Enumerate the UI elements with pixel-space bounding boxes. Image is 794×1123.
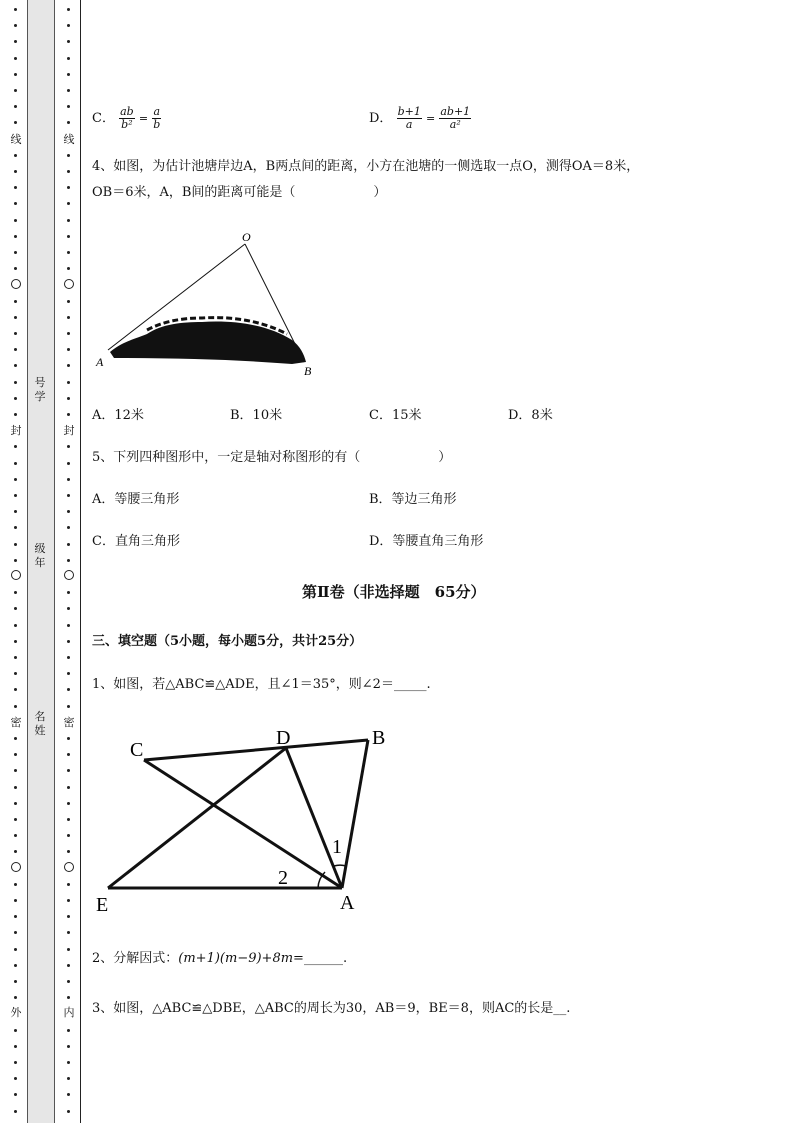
binding-dot	[67, 802, 70, 805]
binding-dot	[14, 413, 17, 416]
binding-dot	[14, 607, 17, 610]
binding-dot	[14, 526, 17, 529]
seal-char-mi-right: 密	[63, 716, 75, 729]
binding-dot	[14, 1045, 17, 1048]
binding-dot	[14, 397, 17, 400]
label-b: B	[304, 364, 312, 378]
seal-char-feng-left: 封	[10, 424, 22, 437]
binding-dot	[67, 202, 70, 205]
binding-dot	[67, 154, 70, 157]
binding-dot	[14, 364, 17, 367]
binding-dot	[67, 980, 70, 983]
binding-dot	[14, 964, 17, 967]
q4-option-b: B．10米	[230, 408, 283, 423]
binding-dot	[67, 1029, 70, 1032]
binding-dot	[14, 948, 17, 951]
binding-dot	[14, 348, 17, 351]
q5-option-d: D．等腰直角三角形	[369, 534, 484, 549]
label-c: C	[130, 739, 144, 761]
binding-dot	[14, 818, 17, 821]
binding-dot	[67, 235, 70, 238]
fill1-stem: 1、如图，若△ABC≌△ADE，且∠1＝35°，则∠2＝_____.	[92, 677, 431, 692]
binding-dot	[67, 267, 70, 270]
binding-dot	[14, 559, 17, 562]
segment-cb	[144, 740, 368, 760]
binding-dot	[67, 850, 70, 853]
binding-dot	[14, 89, 17, 92]
binding-dot	[67, 445, 70, 448]
binding-dot	[67, 559, 70, 562]
seal-circle	[64, 862, 74, 872]
binding-dot	[67, 818, 70, 821]
binding-dot	[67, 332, 70, 335]
binding-dot	[67, 413, 70, 416]
binding-dot	[14, 996, 17, 999]
binding-dot	[67, 1077, 70, 1080]
margin-border-line	[80, 0, 81, 1123]
binding-dot	[14, 1077, 17, 1080]
binding-dot	[14, 543, 17, 546]
option-letter: D．	[369, 111, 393, 126]
binding-dot	[67, 510, 70, 513]
binding-dot	[14, 980, 17, 983]
binding-dot	[67, 769, 70, 772]
binding-dot	[14, 381, 17, 384]
binding-dot	[67, 121, 70, 124]
segment-ca	[144, 760, 342, 888]
binding-dot	[14, 1093, 17, 1096]
dotted-line-left	[10, 0, 22, 1123]
binding-dot	[14, 121, 17, 124]
q4-stem-line2: OB＝6米，A，B间的距离可能是（ ）	[92, 185, 387, 200]
binding-dot	[14, 737, 17, 740]
binding-dot	[67, 834, 70, 837]
binding-dot	[67, 883, 70, 886]
binding-dot	[14, 267, 17, 270]
fraction: $\frac{ab}{\text{b²}}$	[120, 105, 134, 131]
binding-dot	[67, 591, 70, 594]
part2-title: 第Ⅱ卷（非选择题 65分）	[302, 583, 486, 601]
binding-dot	[67, 996, 70, 999]
binding-dot	[14, 73, 17, 76]
segment-ed	[108, 748, 286, 888]
seal-char-mi-left: 密	[10, 716, 22, 729]
binding-dot	[67, 186, 70, 189]
binding-dot	[14, 899, 17, 902]
binding-dot	[14, 656, 17, 659]
binding-dot	[67, 57, 70, 60]
binding-dot	[14, 624, 17, 627]
binding-dot	[67, 786, 70, 789]
binding-dot	[14, 40, 17, 43]
binding-dot	[67, 1045, 70, 1048]
binding-dot	[67, 672, 70, 675]
binding-dot	[67, 397, 70, 400]
seal-circle	[64, 570, 74, 580]
fraction: $\frac{ab+1}{\text{a²}}$	[440, 105, 471, 131]
label-angle-2: 2	[278, 867, 288, 889]
binding-dot	[14, 105, 17, 108]
q4-option-c: C．15米	[369, 408, 422, 423]
binding-dot	[67, 931, 70, 934]
binding-dot	[67, 251, 70, 254]
binding-dot	[14, 883, 17, 886]
fraction: $\frac{b+1}{a}$	[397, 105, 421, 131]
binding-dot	[14, 510, 17, 513]
q5-option-b: B．等边三角形	[369, 492, 457, 507]
label-angle-1: 1	[332, 836, 342, 858]
binding-dot	[14, 688, 17, 691]
binding-dot	[14, 478, 17, 481]
binding-dot	[67, 494, 70, 497]
binding-dot	[14, 8, 17, 11]
binding-dot	[14, 802, 17, 805]
label-b: B	[372, 727, 386, 749]
section3-title: 三、填空题（5小题，每小题5分，共计25分）	[92, 634, 363, 649]
binding-dot	[14, 850, 17, 853]
q4-option-a: A．12米	[92, 408, 144, 423]
angle-arc-1	[334, 865, 346, 866]
q4-stem-line1: 4、如图，为估计池塘岸边A，B两点间的距离，小方在池塘的一侧选取一点O，测得OA＝8米，	[92, 159, 640, 174]
binding-dot	[14, 753, 17, 756]
binding-dot	[14, 445, 17, 448]
binding-dot	[67, 543, 70, 546]
fill3-stem: 3、如图，△ABC≌△DBE，△ABC的周长为30，AB＝9，BE＝8，则AC的长是__.	[92, 1001, 571, 1016]
binding-dot	[14, 316, 17, 319]
binding-dot	[67, 688, 70, 691]
binding-dot	[67, 624, 70, 627]
field-student-number: 号学	[34, 376, 46, 403]
binding-dot	[67, 348, 70, 351]
binding-dot	[67, 607, 70, 610]
binding-dot	[67, 8, 70, 11]
binding-dot	[14, 834, 17, 837]
q5-stem: 5、下列四种图形中，一定是轴对称图形的有（ ）	[92, 450, 452, 465]
binding-dot	[14, 1110, 17, 1113]
q4-option-d: D．8米	[508, 408, 553, 423]
binding-dot	[14, 186, 17, 189]
seal-circle	[64, 279, 74, 289]
pond-figure	[92, 226, 332, 382]
binding-dot	[67, 964, 70, 967]
binding-dot	[14, 640, 17, 643]
binding-dot	[14, 24, 17, 27]
binding-dot	[67, 73, 70, 76]
q3-option-d: D． $\frac{b+1}{a}$ = $\frac{ab+1}{\text{a²}}$	[369, 105, 471, 131]
field-grade: 级年	[34, 542, 46, 569]
segment-da	[286, 748, 342, 888]
binding-dot	[67, 526, 70, 529]
binding-dot	[67, 656, 70, 659]
binding-dot	[67, 948, 70, 951]
binding-dot	[67, 364, 70, 367]
q5-option-c: C．直角三角形	[92, 534, 180, 549]
binding-dot	[14, 786, 17, 789]
binding-dot	[14, 591, 17, 594]
binding-dot	[67, 737, 70, 740]
seal-char-xian-right: 线	[63, 133, 75, 146]
seal-circle	[11, 862, 21, 872]
pond-shape	[110, 322, 306, 364]
binding-dot	[14, 57, 17, 60]
binding-dot	[67, 705, 70, 708]
seal-char-wai-left: 外	[10, 1006, 22, 1019]
label-e: E	[96, 894, 109, 916]
seal-char-xian-left: 线	[10, 133, 22, 146]
binding-dot	[14, 672, 17, 675]
binding-dot	[67, 1061, 70, 1064]
binding-dot	[14, 931, 17, 934]
option-letter: C．	[92, 111, 115, 126]
binding-dot	[14, 154, 17, 157]
binding-dot	[14, 300, 17, 303]
binding-dot	[67, 89, 70, 92]
binding-dot	[67, 300, 70, 303]
binding-dot	[14, 235, 17, 238]
binding-dot	[14, 251, 17, 254]
q3-option-c: C． $\frac{ab}{\text{b²}}$ = $\frac{a}{b}$	[92, 105, 161, 131]
binding-dot	[67, 170, 70, 173]
binding-dot	[14, 202, 17, 205]
binding-dot	[67, 219, 70, 222]
binding-dot	[14, 1061, 17, 1064]
binding-dot	[67, 753, 70, 756]
seal-char-feng-right: 封	[63, 424, 75, 437]
binding-dot	[14, 170, 17, 173]
binding-dot	[67, 462, 70, 465]
factor-expression: (m+1)(m−9)+8m	[178, 951, 294, 966]
binding-dot	[14, 705, 17, 708]
binding-dot	[14, 462, 17, 465]
binding-dot	[67, 381, 70, 384]
binding-dot	[67, 899, 70, 902]
binding-dot	[14, 915, 17, 918]
binding-dot	[14, 494, 17, 497]
seal-circle	[11, 570, 21, 580]
binding-dot	[67, 1093, 70, 1096]
field-name: 名姓	[34, 710, 46, 737]
binding-dot	[67, 316, 70, 319]
label-a: A	[340, 892, 355, 914]
fraction: $\frac{a}{b}$	[153, 105, 161, 131]
fill2-stem: 2、分解因式：(m+1)(m−9)+8m=______.	[92, 951, 348, 966]
label-a: A	[96, 355, 104, 369]
q5-option-a: A．等腰三角形	[92, 492, 180, 507]
binding-dot	[67, 478, 70, 481]
binding-dot	[67, 915, 70, 918]
binding-dot	[67, 40, 70, 43]
label-d: D	[276, 727, 291, 749]
seal-char-nei-right: 内	[63, 1006, 75, 1019]
label-o: O	[242, 230, 251, 244]
binding-dot	[67, 1110, 70, 1113]
dotted-line-right	[63, 0, 75, 1123]
binding-dot	[14, 1029, 17, 1032]
binding-dot	[14, 219, 17, 222]
triangle-figure	[92, 720, 412, 920]
binding-dot	[14, 769, 17, 772]
seal-circle	[11, 279, 21, 289]
binding-dot	[67, 640, 70, 643]
binding-dot	[67, 24, 70, 27]
binding-dot	[14, 332, 17, 335]
binding-dot	[67, 105, 70, 108]
